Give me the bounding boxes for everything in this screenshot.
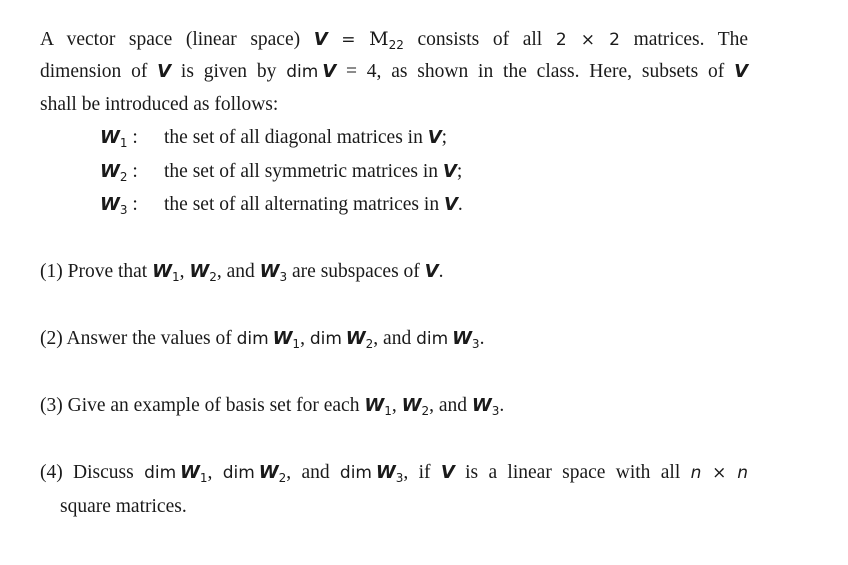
question-text: if — [418, 462, 431, 483]
dim-operator: dim — [236, 329, 269, 349]
subscript: 3 — [395, 471, 404, 485]
vector-space-symbol: V — [440, 462, 455, 483]
period: . — [499, 395, 505, 416]
dim-expression — [286, 61, 336, 82]
intro-line-2 — [40, 59, 748, 85]
subscript: 1 — [199, 471, 208, 485]
punctuation: ; — [441, 127, 448, 148]
definition-text: the set of all alternating matrices in — [164, 194, 440, 215]
question-text: (1) Prove that — [40, 261, 148, 282]
intro-line-3 — [40, 92, 278, 118]
subscript: 2 — [421, 404, 430, 418]
period: . — [479, 328, 485, 349]
subscript: 1 — [119, 136, 128, 150]
colon: : — [132, 127, 138, 148]
question-text: and — [438, 395, 467, 416]
def-label — [100, 159, 160, 185]
question-text: square matrices. — [60, 496, 187, 517]
w-symbol: W — [345, 328, 366, 349]
def-text — [164, 125, 447, 151]
period: . — [438, 261, 444, 282]
w-symbol: W — [375, 462, 396, 483]
w-symbol: W — [364, 395, 385, 416]
subscript: 2 — [365, 337, 374, 351]
comma: , — [207, 462, 213, 483]
question-3 — [40, 393, 504, 419]
subscript: 2 — [278, 471, 287, 485]
vector-space-symbol: V — [427, 127, 442, 148]
question-text: and — [226, 261, 255, 282]
def-text — [164, 159, 462, 185]
dim-operator: dim — [222, 463, 255, 483]
w-symbol: W — [100, 194, 120, 215]
subscript: 3 — [279, 270, 288, 284]
comma: , — [179, 261, 185, 282]
dim-operator: dim — [339, 463, 372, 483]
comma: , — [286, 462, 292, 483]
dim-operator: dim — [416, 329, 449, 349]
comma: , — [403, 462, 409, 483]
subscript: 1 — [292, 337, 301, 351]
blackboard-m: M — [369, 28, 389, 50]
vector-space-symbol: V — [734, 61, 749, 82]
subscript: 2 — [119, 170, 128, 184]
matrix-size: 2 × 2 — [555, 30, 620, 50]
matrix-space-symbol — [369, 29, 404, 50]
w-symbol: W — [401, 395, 422, 416]
question-text: (4) Discuss — [40, 462, 134, 483]
w-symbol: W — [189, 261, 210, 282]
comma: , — [391, 395, 397, 416]
dim-operator: dim — [144, 463, 177, 483]
intro-text: matrices. The — [633, 29, 749, 50]
w-symbol: W — [258, 462, 279, 483]
matrix-subscript: 22 — [388, 38, 404, 52]
question-text: are subspaces of — [292, 261, 420, 282]
comma: , — [373, 328, 379, 349]
definition-text: the set of all symmetric matrices in — [164, 161, 438, 182]
w-symbol: W — [180, 462, 200, 483]
def-label — [100, 192, 160, 218]
colon: : — [132, 194, 138, 215]
comma: , — [216, 261, 222, 282]
question-1 — [40, 259, 443, 285]
question-text: and — [301, 462, 330, 483]
vector-space-symbol: V — [322, 61, 337, 82]
def-text — [164, 192, 463, 218]
question-4-line-1 — [40, 460, 748, 486]
w-symbol: W — [471, 395, 492, 416]
intro-line-1 — [40, 26, 748, 53]
w-symbol: W — [452, 328, 472, 349]
w-symbol: W — [259, 261, 280, 282]
comma: , — [300, 328, 305, 349]
intro-text: A vector space (linear space) — [40, 29, 301, 50]
intro-text: dimension of — [40, 61, 148, 82]
vector-space-symbol: V — [313, 29, 328, 50]
intro-text: = 4, as shown in the class. Here, subsets of — [345, 61, 725, 82]
dim-operator: dim — [286, 62, 319, 82]
question-4-line-2 — [60, 494, 187, 520]
vector-space-symbol: V — [424, 261, 439, 282]
equals-sign: = — [341, 30, 356, 50]
subscript: 1 — [171, 270, 180, 284]
subscript: 2 — [209, 270, 217, 284]
subscript: 3 — [491, 404, 500, 418]
intro-text: consists of all — [417, 29, 543, 50]
question-text: (3) Give an example of basis set for each — [40, 395, 360, 416]
question-text: and — [383, 328, 412, 349]
definition-text: the set of all diagonal matrices in — [164, 127, 423, 148]
punctuation: ; — [456, 161, 463, 182]
w-symbol: W — [100, 127, 120, 148]
colon: : — [132, 161, 138, 182]
intro-text: shall be introduced as follows: — [40, 94, 279, 115]
comma: , — [429, 395, 434, 416]
def-label — [100, 125, 160, 151]
subscript: 3 — [119, 203, 128, 217]
subscript: 1 — [384, 404, 392, 418]
dim-operator: dim — [309, 329, 342, 349]
matrix-size: n × n — [690, 463, 749, 483]
question-text: is a linear space with all — [465, 462, 681, 483]
question-text: (2) Answer the values of — [40, 328, 232, 349]
w-symbol: W — [152, 261, 172, 282]
vector-space-symbol: V — [157, 61, 172, 82]
vector-space-symbol: V — [442, 161, 457, 182]
punctuation: . — [457, 194, 463, 215]
w-symbol: W — [272, 328, 293, 349]
intro-text: is given by — [180, 61, 277, 82]
w-symbol: W — [100, 161, 120, 182]
vector-space-symbol: V — [443, 194, 458, 215]
subscript: 3 — [471, 337, 480, 351]
question-2 — [40, 326, 484, 352]
